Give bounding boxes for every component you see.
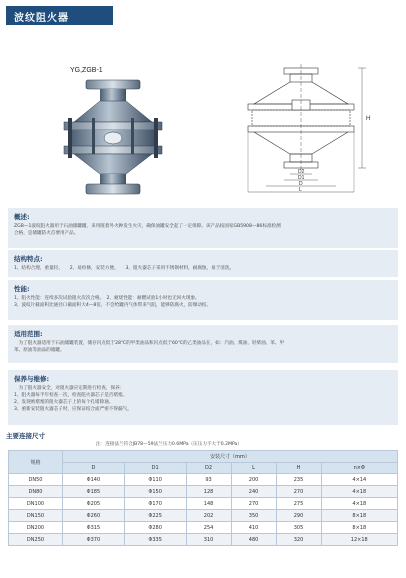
table-row [9, 486, 398, 498]
table-cell: 480 [231, 534, 276, 546]
table-row [9, 474, 398, 486]
overview-panel [8, 208, 398, 248]
table-cell: 270 [231, 498, 276, 510]
structure-panel [8, 250, 398, 277]
col-header-bolts: n×Φ [321, 463, 397, 474]
table-cell: 202 [186, 510, 231, 522]
table-cell: 148 [186, 498, 231, 510]
dim-label-l: L [299, 187, 302, 193]
maintenance-line: 为了阻火器安全，对阻火器应定期进行检查，保养： [14, 386, 125, 391]
performance-line: 1、阻火性能：连续多次试验阻火次次合格。 2、耐烧性能：耐燃试验1小时也无回火现象。 [14, 296, 200, 301]
table-subheader-row [9, 463, 398, 474]
table-cell: DN50 [9, 474, 63, 486]
table-row [9, 510, 398, 522]
table-cell: Φ185 [63, 486, 125, 498]
table-cell: Φ150 [124, 486, 186, 498]
maintenance-line: 1、阻火器每半年检查一次，检查阻火器芯子是否堵塞。 [14, 393, 128, 398]
col-group-header: 安装尺寸（mm） [63, 451, 398, 463]
maintenance-line: 3、重新安装阻火器芯子时，应保证结合面严密不得漏气。 [14, 407, 132, 412]
application-line: 为了阻火器适用于石油储罐装置，储存闪点低于28℃的甲类油品和闪点低于60℃的乙类油品在，如：汽油、煤油、轻柴油、苯、甲 [14, 341, 285, 346]
table-cell: 4×14 [321, 474, 397, 486]
table-cell: Φ110 [124, 474, 186, 486]
table-cell: 270 [276, 486, 321, 498]
table-row [9, 522, 398, 534]
overview-line: 合格，是储罐防火首要用产品。 [14, 231, 79, 236]
table-cell: Φ260 [63, 510, 125, 522]
table-cell: Φ315 [63, 522, 125, 534]
maintenance-title: 保养与维修: [14, 375, 50, 383]
table-cell: 310 [186, 534, 231, 546]
col-header-d: D [63, 463, 125, 474]
table-cell: Φ370 [63, 534, 125, 546]
table-cell: 320 [276, 534, 321, 546]
application-title: 适用范围: [14, 330, 43, 338]
col-header-d1: D1 [124, 463, 186, 474]
structure-title: 结构特点: [14, 255, 43, 263]
table-note: 注：连接法兰符合JB78—59法兰压力0.6MPa（压压力不大于0.2MPa） [96, 442, 242, 447]
table-cell: 200 [231, 474, 276, 486]
maintenance-line: 2、发现被堵塞的阻火器芯子上的每个孔堵除通。 [14, 400, 114, 405]
table-row [9, 534, 398, 546]
table-cell: 254 [186, 522, 231, 534]
table-cell: DN150 [9, 510, 63, 522]
table-cell: 275 [276, 498, 321, 510]
table-row [9, 498, 398, 510]
table-cell: 12×18 [321, 534, 397, 546]
table-cell: DN100 [9, 498, 63, 510]
table-cell: 235 [276, 474, 321, 486]
col-header-l: L [231, 463, 276, 474]
table-cell: Φ280 [124, 522, 186, 534]
table-cell: DN250 [9, 534, 63, 546]
col-header-d2: D2 [186, 463, 231, 474]
table-cell: 350 [231, 510, 276, 522]
dim-label-d2: D2 [298, 169, 305, 175]
table-cell: Φ140 [63, 474, 125, 486]
table-title: 主要连接尺寸 [6, 432, 45, 440]
overview-title: 概述: [14, 213, 30, 221]
table-cell: 93 [186, 474, 231, 486]
table-cell: 4×18 [321, 498, 397, 510]
overview-line: ZGB—1波纹阻火器用于石油储罐罐，来用既着外火种发生火灾，确保油罐安全起了一定保障。该产品按国家GB5908—86标准检测 [14, 224, 281, 229]
table-cell: Φ335 [124, 534, 186, 546]
table-cell: 305 [276, 522, 321, 534]
page-title: 波纹阻火器 [14, 13, 69, 24]
dim-label-d: D [299, 181, 303, 187]
col-header-spec: 规格 [9, 451, 63, 474]
table-cell: 128 [186, 486, 231, 498]
table-header-row [9, 451, 398, 463]
dim-label-d1: D1 [298, 175, 305, 181]
spec-table [8, 450, 398, 546]
table-cell: 8×18 [321, 510, 397, 522]
table-cell: DN200 [9, 522, 63, 534]
application-line: 苯、原油等油品的储罐。 [14, 348, 65, 353]
performance-title: 性能: [14, 285, 30, 293]
table-cell: 290 [276, 510, 321, 522]
application-panel [8, 325, 398, 363]
structure-line: 1、结构合理，重量轻。 2、易检修，安装方便。 3、阻火器芯子采用不锈钢材料，耐腐蚀，易于清洗。 [14, 266, 235, 271]
table-cell: Φ225 [124, 510, 186, 522]
table-cell: 8×18 [321, 522, 397, 534]
table-cell: 240 [231, 486, 276, 498]
table-cell: DN80 [9, 486, 63, 498]
product-photo [48, 78, 178, 198]
maintenance-panel [8, 370, 398, 425]
dim-label-h: H [366, 116, 371, 122]
performance-line: 3、波纹片截面积比通径口截面积大4—8倍，不会给罐内气体带来气阻，能够防腐火，防爆动结。 [14, 303, 212, 308]
col-header-h: H [276, 463, 321, 474]
table-cell: Φ170 [124, 498, 186, 510]
performance-panel [8, 280, 398, 320]
table-cell: Φ205 [63, 498, 125, 510]
page-title-bar [6, 6, 113, 25]
table-cell: 4×18 [321, 486, 397, 498]
technical-drawing [226, 64, 378, 194]
table-cell: 410 [231, 522, 276, 534]
product-model-label: YG,ZGB-1 [70, 67, 103, 74]
